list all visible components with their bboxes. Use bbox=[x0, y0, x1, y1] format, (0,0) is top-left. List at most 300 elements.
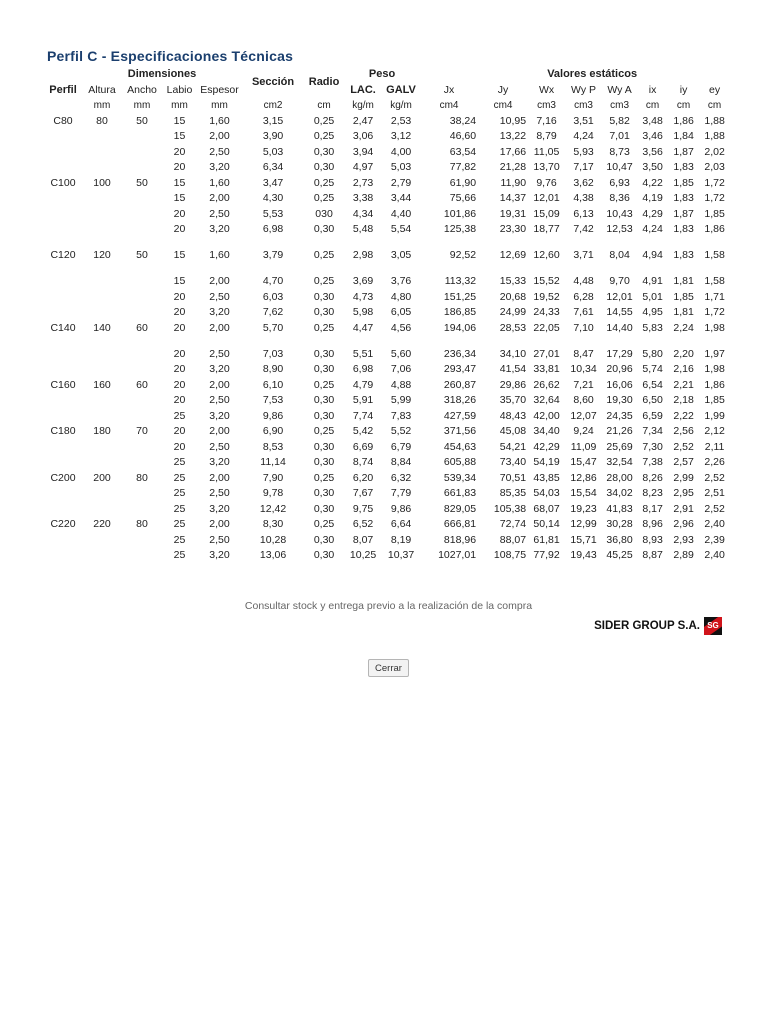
table-cell: 3,62 bbox=[573, 176, 594, 189]
table-cell: 48,43 bbox=[499, 409, 527, 422]
table-cell: 45,25 bbox=[606, 549, 633, 561]
table-cell: 19,31 bbox=[499, 207, 527, 220]
table-cell: 11,14 bbox=[260, 456, 286, 468]
table-cell bbox=[122, 274, 162, 290]
unit-cell: cm3 bbox=[537, 100, 556, 111]
table-cell: 454,63 bbox=[443, 440, 477, 453]
table-cell: 5,01 bbox=[642, 290, 663, 303]
table-cell: 8,30 bbox=[262, 518, 284, 530]
table-row bbox=[44, 471, 730, 487]
table-cell: 21,28 bbox=[499, 161, 527, 173]
perfil-header: Perfil bbox=[49, 83, 77, 96]
table-cell: 4,48 bbox=[573, 275, 594, 287]
table-cell bbox=[122, 533, 162, 549]
table-cell: 6,34 bbox=[262, 161, 284, 173]
table-cell: 29,86 bbox=[499, 378, 527, 391]
table-cell: 7,79 bbox=[390, 487, 412, 499]
table-cell: 2,50 bbox=[209, 533, 230, 546]
table-cell: 34,02 bbox=[606, 487, 633, 499]
table-cell: 15,71 bbox=[570, 533, 597, 546]
table-cell: 6,13 bbox=[573, 207, 594, 220]
table-cell: 75,66 bbox=[449, 192, 477, 204]
table-cell: 11,90 bbox=[500, 176, 527, 189]
table-cell: 3,38 bbox=[352, 192, 374, 204]
table-cell bbox=[82, 222, 122, 248]
table-cell: 2,00 bbox=[209, 471, 230, 484]
table-row bbox=[44, 347, 730, 363]
table-cell: 68,07 bbox=[533, 502, 560, 515]
table-cell: 2,50 bbox=[209, 487, 230, 499]
table-cell: 4,79 bbox=[352, 378, 374, 391]
table-cell: 19,23 bbox=[570, 502, 597, 515]
table-cell: 8,87 bbox=[642, 549, 663, 561]
table-cell: 70,51 bbox=[499, 471, 527, 484]
table-cell: 1,60 bbox=[209, 176, 230, 189]
wyp-header: Wy P bbox=[571, 83, 597, 96]
table-cell bbox=[122, 207, 162, 223]
table-cell: 0,25 bbox=[313, 471, 335, 484]
table-cell: 2,21 bbox=[673, 378, 694, 391]
table-cell: 2,22 bbox=[673, 409, 694, 422]
table-cell: 1,83 bbox=[673, 223, 694, 235]
perfil-cell bbox=[44, 191, 82, 207]
table-cell: 6,64 bbox=[390, 518, 412, 530]
table-cell: 4,80 bbox=[390, 290, 412, 303]
table-cell: 3,05 bbox=[390, 249, 412, 261]
table-cell: 2,02 bbox=[704, 145, 725, 158]
table-cell: 20,68 bbox=[499, 290, 527, 303]
table-cell: 88,07 bbox=[499, 533, 527, 546]
table-cell: 4,38 bbox=[573, 192, 594, 204]
table-cell: 12,42 bbox=[259, 502, 287, 515]
table-cell: 4,47 bbox=[352, 321, 374, 334]
perfil-cell bbox=[44, 502, 82, 518]
table-cell: 20 bbox=[173, 223, 186, 235]
table-cell: 7,38 bbox=[642, 456, 663, 468]
table-cell: 3,94 bbox=[352, 145, 374, 158]
table-cell: 12,01 bbox=[533, 192, 560, 204]
espesor-header: Espesor bbox=[200, 83, 239, 96]
table-cell: 20,96 bbox=[606, 363, 633, 375]
table-cell: 3,12 bbox=[390, 130, 412, 142]
table-cell: 15 bbox=[173, 192, 186, 204]
table-cell: 8,84 bbox=[390, 456, 412, 468]
unit-cell: cm bbox=[707, 100, 722, 111]
labio-header: Labio bbox=[166, 83, 193, 96]
table-row bbox=[44, 176, 730, 192]
header-row-2 bbox=[44, 83, 730, 99]
table-cell: 1,72 bbox=[704, 306, 725, 318]
table-cell: 120 bbox=[93, 249, 111, 261]
table-cell: 42,00 bbox=[533, 409, 560, 422]
table-cell: 318,26 bbox=[443, 394, 477, 406]
perfil-cell bbox=[44, 409, 82, 425]
table-cell: 11,09 bbox=[570, 440, 597, 453]
table-cell: 15 bbox=[173, 249, 186, 261]
table-cell: 5,91 bbox=[352, 394, 374, 406]
table-cell: 8,26 bbox=[642, 471, 663, 484]
table-cell: 19,52 bbox=[533, 290, 560, 303]
table-row bbox=[44, 145, 730, 161]
table-cell: 0,25 bbox=[313, 130, 335, 142]
table-cell: 73,40 bbox=[499, 456, 527, 468]
table-cell: 2,53 bbox=[390, 114, 412, 127]
table-cell: 6,98 bbox=[352, 363, 374, 375]
table-cell: 2,52 bbox=[673, 440, 694, 453]
jy-header: Jy bbox=[497, 83, 509, 96]
table-cell bbox=[82, 305, 122, 321]
unit-cell: mm bbox=[133, 100, 151, 111]
table-cell: 9,24 bbox=[573, 425, 594, 437]
table-cell: 371,56 bbox=[443, 425, 477, 437]
table-cell: 0,25 bbox=[313, 275, 335, 287]
table-cell: 7,06 bbox=[390, 363, 412, 375]
table-cell: 5,03 bbox=[390, 161, 412, 173]
table-cell: 2,26 bbox=[704, 456, 725, 468]
table-cell: 45,08 bbox=[499, 425, 527, 437]
table-cell bbox=[82, 145, 122, 161]
table-cell: 25 bbox=[173, 409, 186, 422]
table-cell: 8,74 bbox=[352, 456, 374, 468]
peso-header: Peso bbox=[368, 68, 396, 80]
ancho-header: Ancho bbox=[127, 83, 157, 96]
table-cell: 3,20 bbox=[209, 409, 230, 422]
table-cell: 6,05 bbox=[390, 306, 412, 318]
table-cell: 9,86 bbox=[262, 409, 284, 422]
table-cell: 70 bbox=[136, 425, 148, 437]
table-cell: 12,07 bbox=[570, 409, 597, 422]
table-cell: 54,21 bbox=[499, 440, 527, 453]
table-cell: 8,73 bbox=[609, 145, 630, 158]
table-row bbox=[44, 248, 730, 274]
table-cell: 1,83 bbox=[673, 249, 694, 261]
perfil-cell bbox=[44, 440, 82, 456]
table-cell: 5,52 bbox=[390, 425, 412, 437]
table-cell: 113,32 bbox=[444, 275, 477, 287]
brand bbox=[594, 617, 722, 635]
lac-header: LAC. bbox=[350, 83, 376, 96]
table-cell: 5,99 bbox=[390, 394, 412, 406]
table-cell: 92,52 bbox=[449, 249, 477, 261]
table-cell: 3,20 bbox=[209, 549, 230, 561]
table-cell: 2,98 bbox=[352, 249, 374, 261]
table-cell: 13,06 bbox=[259, 549, 287, 561]
table-cell: 3,20 bbox=[209, 306, 230, 318]
table-cell: 60 bbox=[136, 321, 148, 334]
table-cell: 7,17 bbox=[573, 161, 594, 173]
table-cell: 5,80 bbox=[642, 347, 663, 360]
table-cell: 4,29 bbox=[642, 207, 663, 220]
table-cell: 3,69 bbox=[352, 275, 374, 287]
table-cell: 41,54 bbox=[499, 363, 527, 375]
table-cell: 7,30 bbox=[642, 440, 663, 453]
table-cell: 20 bbox=[173, 306, 186, 318]
table-cell: 3,46 bbox=[642, 130, 663, 142]
table-cell: 1,87 bbox=[673, 145, 694, 158]
table-cell: 7,01 bbox=[609, 130, 630, 142]
table-cell: 22,05 bbox=[533, 321, 560, 334]
table-cell: 4,94 bbox=[642, 249, 663, 261]
table-cell: 2,95 bbox=[673, 487, 694, 499]
table-cell bbox=[122, 440, 162, 456]
table-cell: 50,14 bbox=[533, 518, 560, 530]
table-cell: 1,72 bbox=[704, 192, 725, 204]
table-cell: 2,00 bbox=[209, 425, 230, 437]
table-cell: 43,85 bbox=[533, 471, 560, 484]
table-cell: 3,71 bbox=[573, 249, 594, 261]
table-cell: 3,15 bbox=[262, 114, 284, 127]
table-cell: 2,99 bbox=[673, 471, 694, 484]
unit-cell: cm4 bbox=[439, 100, 459, 111]
table-cell: 85,35 bbox=[499, 487, 527, 499]
table-cell: 15 bbox=[173, 114, 186, 127]
table-cell: 236,34 bbox=[443, 347, 477, 360]
table-cell: 8,90 bbox=[262, 363, 284, 375]
table-cell: 4,22 bbox=[642, 176, 663, 189]
unit-cell: cm bbox=[645, 100, 660, 111]
table-cell: 2,00 bbox=[209, 275, 230, 287]
unit-cell: kg/m bbox=[390, 100, 412, 111]
table-cell: 2,50 bbox=[209, 290, 230, 303]
table-cell: 1,87 bbox=[673, 207, 694, 220]
table-cell: 5,51 bbox=[352, 347, 374, 360]
table-cell: 3,79 bbox=[262, 249, 284, 261]
table-cell: 7,90 bbox=[262, 471, 284, 484]
table-cell: 2,00 bbox=[209, 518, 230, 530]
table-cell: 7,74 bbox=[352, 409, 374, 422]
table-cell: 80 bbox=[136, 518, 148, 530]
table-cell: 2,12 bbox=[704, 425, 725, 437]
table-cell: 6,10 bbox=[262, 378, 284, 391]
table-cell: 12,69 bbox=[499, 249, 527, 261]
table-cell: 17,29 bbox=[606, 347, 633, 360]
table-cell bbox=[122, 305, 162, 321]
table-cell: 19,43 bbox=[570, 549, 597, 561]
table-cell: 7,10 bbox=[573, 321, 594, 334]
table-cell: 3,51 bbox=[573, 114, 594, 127]
perfil-cell bbox=[44, 347, 82, 363]
table-cell: 5,82 bbox=[609, 114, 630, 127]
table-cell: 25 bbox=[173, 487, 186, 499]
table-cell: 0,25 bbox=[313, 114, 335, 127]
table-cell bbox=[82, 533, 122, 549]
table-cell: 9,75 bbox=[352, 502, 374, 515]
table-cell: 1,99 bbox=[704, 409, 725, 422]
table-cell: 2,00 bbox=[209, 130, 230, 142]
table-cell: 4,88 bbox=[390, 378, 412, 391]
perfil-cell: C80 bbox=[53, 114, 73, 127]
table-cell: 32,54 bbox=[606, 456, 633, 468]
table-cell: 0,30 bbox=[313, 306, 335, 318]
table-cell: 8,47 bbox=[573, 347, 594, 360]
table-cell: 36,80 bbox=[606, 533, 633, 546]
table-row bbox=[44, 455, 730, 471]
table-cell: 10,37 bbox=[387, 549, 415, 561]
table-cell: 1,86 bbox=[704, 223, 725, 235]
table-cell: 3,20 bbox=[209, 223, 230, 235]
table-row bbox=[44, 305, 730, 321]
perfil-cell bbox=[44, 393, 82, 409]
table-cell bbox=[122, 409, 162, 425]
table-cell: 661,83 bbox=[443, 487, 477, 499]
table-cell: 6,20 bbox=[352, 471, 374, 484]
table-cell: 4,00 bbox=[390, 145, 412, 158]
table-cell: 42,29 bbox=[533, 440, 560, 453]
perfil-cell bbox=[44, 486, 82, 502]
table-cell: 35,70 bbox=[499, 394, 527, 406]
table-cell: 030 bbox=[315, 207, 333, 220]
table-cell bbox=[82, 502, 122, 518]
table-cell: 1,84 bbox=[673, 130, 694, 142]
table-cell: 4,19 bbox=[642, 192, 663, 204]
table-row bbox=[44, 409, 730, 425]
table-cell: 54,03 bbox=[533, 487, 560, 499]
table-cell: 6,69 bbox=[352, 440, 374, 453]
table-cell: 7,61 bbox=[573, 306, 594, 318]
table-cell: 6,28 bbox=[573, 290, 594, 303]
table-cell: 2,47 bbox=[352, 114, 374, 127]
table-cell: 9,70 bbox=[609, 275, 630, 287]
table-cell bbox=[122, 347, 162, 363]
table-cell: 41,83 bbox=[606, 502, 633, 515]
table-cell: 7,21 bbox=[573, 378, 594, 391]
table-cell: 15,09 bbox=[533, 207, 560, 220]
table-row bbox=[44, 533, 730, 549]
perfil-cell: C160 bbox=[50, 378, 76, 391]
table-cell: 7,67 bbox=[352, 487, 374, 499]
table-cell: 0,25 bbox=[313, 321, 335, 334]
table-cell: 16,06 bbox=[606, 378, 633, 391]
table-cell: 32,64 bbox=[533, 394, 560, 406]
table-cell: 2,52 bbox=[704, 502, 725, 515]
table-cell: 1,86 bbox=[673, 114, 694, 127]
table-cell: 7,34 bbox=[642, 425, 663, 437]
table-cell: 2,56 bbox=[673, 425, 694, 437]
table-cell: 2,24 bbox=[673, 321, 694, 334]
table-cell: 5,93 bbox=[573, 145, 594, 158]
table-cell: 0,25 bbox=[313, 378, 335, 391]
table-cell bbox=[82, 290, 122, 306]
table-cell: 1,85 bbox=[704, 394, 725, 406]
table-cell: 10,28 bbox=[259, 533, 287, 546]
table-cell: 10,95 bbox=[499, 114, 527, 127]
table-row bbox=[44, 191, 730, 207]
unit-cell: mm bbox=[171, 100, 188, 111]
unit-cell: kg/m bbox=[352, 100, 374, 111]
table-cell: 17,66 bbox=[499, 145, 527, 158]
table-cell: 6,54 bbox=[642, 378, 663, 391]
table-cell: 11,05 bbox=[533, 145, 560, 158]
table-cell: 8,79 bbox=[536, 130, 557, 142]
table-cell: 7,03 bbox=[262, 347, 284, 360]
table-row bbox=[44, 207, 730, 223]
table-cell: 15 bbox=[173, 176, 186, 189]
table-cell: 0,30 bbox=[313, 487, 335, 499]
table-cell: 2,93 bbox=[673, 533, 694, 546]
table-cell bbox=[82, 440, 122, 456]
perfil-cell: C140 bbox=[50, 321, 76, 334]
unit-cell: cm4 bbox=[493, 100, 513, 111]
perfil-cell bbox=[44, 362, 82, 378]
table-cell: 20 bbox=[173, 145, 186, 158]
table-cell: 3,50 bbox=[642, 161, 663, 173]
table-cell: 105,38 bbox=[493, 502, 527, 515]
table-cell: 77,82 bbox=[449, 161, 477, 173]
table-cell: 2,16 bbox=[673, 363, 694, 375]
table-cell: 7,42 bbox=[573, 223, 594, 235]
table-cell: 12,53 bbox=[606, 223, 633, 235]
table-cell: 10,34 bbox=[570, 363, 597, 375]
table-cell: 2,00 bbox=[209, 378, 230, 391]
table-cell bbox=[122, 145, 162, 161]
table-cell: 7,16 bbox=[536, 114, 557, 127]
galv-header: GALV bbox=[386, 83, 416, 96]
table-cell: 20 bbox=[173, 440, 186, 453]
table-cell: 0,30 bbox=[313, 549, 335, 561]
close-button[interactable]: Cerrar bbox=[368, 659, 409, 677]
table-cell: 0,30 bbox=[313, 409, 335, 422]
table-cell: 25,69 bbox=[606, 440, 633, 453]
table-cell: 2,96 bbox=[673, 518, 694, 530]
table-cell: 6,93 bbox=[609, 176, 630, 189]
table-cell bbox=[122, 393, 162, 409]
table-cell: 3,48 bbox=[642, 114, 663, 127]
table-cell: 0,25 bbox=[313, 176, 335, 189]
table-cell: 12,01 bbox=[606, 290, 633, 303]
table-cell: 25 bbox=[173, 456, 186, 468]
table-cell: 20 bbox=[173, 363, 186, 375]
unit-cell: cm bbox=[676, 100, 691, 111]
brand-name: SIDER GROUP S.A. bbox=[594, 620, 700, 632]
table-cell: 54,19 bbox=[533, 456, 560, 468]
table-cell: 5,60 bbox=[390, 347, 412, 360]
table-cell: 20 bbox=[173, 394, 186, 406]
table-cell: 2,40 bbox=[704, 518, 725, 530]
perfil-cell bbox=[44, 222, 82, 248]
table-row bbox=[44, 378, 730, 394]
table-cell: 25 bbox=[173, 471, 186, 484]
table-cell: 5,54 bbox=[390, 223, 412, 235]
table-cell: 6,98 bbox=[262, 223, 284, 235]
table-cell bbox=[82, 486, 122, 502]
table-cell: 72,74 bbox=[499, 518, 527, 530]
table-cell: 4,95 bbox=[642, 306, 663, 318]
table-cell: 50 bbox=[136, 249, 148, 261]
unit-cell: mm bbox=[211, 100, 228, 111]
table-cell bbox=[122, 129, 162, 145]
table-cell: 14,40 bbox=[606, 321, 633, 334]
table-cell: 30,28 bbox=[606, 518, 633, 530]
table-cell: 15,47 bbox=[570, 456, 597, 468]
table-cell: 28,00 bbox=[606, 471, 633, 484]
perfil-cell: C220 bbox=[50, 518, 76, 530]
table-cell: 666,81 bbox=[443, 518, 477, 530]
table-cell: 25 bbox=[173, 533, 186, 546]
table-cell: 61,81 bbox=[533, 533, 560, 546]
table-cell: 7,62 bbox=[262, 306, 284, 318]
table-cell: 8,96 bbox=[642, 518, 663, 530]
table-cell: 15 bbox=[173, 275, 186, 287]
table-cell bbox=[82, 455, 122, 471]
table-cell: 427,59 bbox=[443, 409, 477, 422]
table-cell: 24,99 bbox=[499, 306, 527, 318]
table-cell: 20 bbox=[173, 290, 186, 303]
table-cell: 4,73 bbox=[352, 290, 374, 303]
table-cell: 0,30 bbox=[313, 440, 335, 453]
table-cell: 25 bbox=[173, 549, 186, 561]
table-cell: 160 bbox=[93, 378, 111, 391]
table-cell: 200 bbox=[93, 471, 111, 484]
